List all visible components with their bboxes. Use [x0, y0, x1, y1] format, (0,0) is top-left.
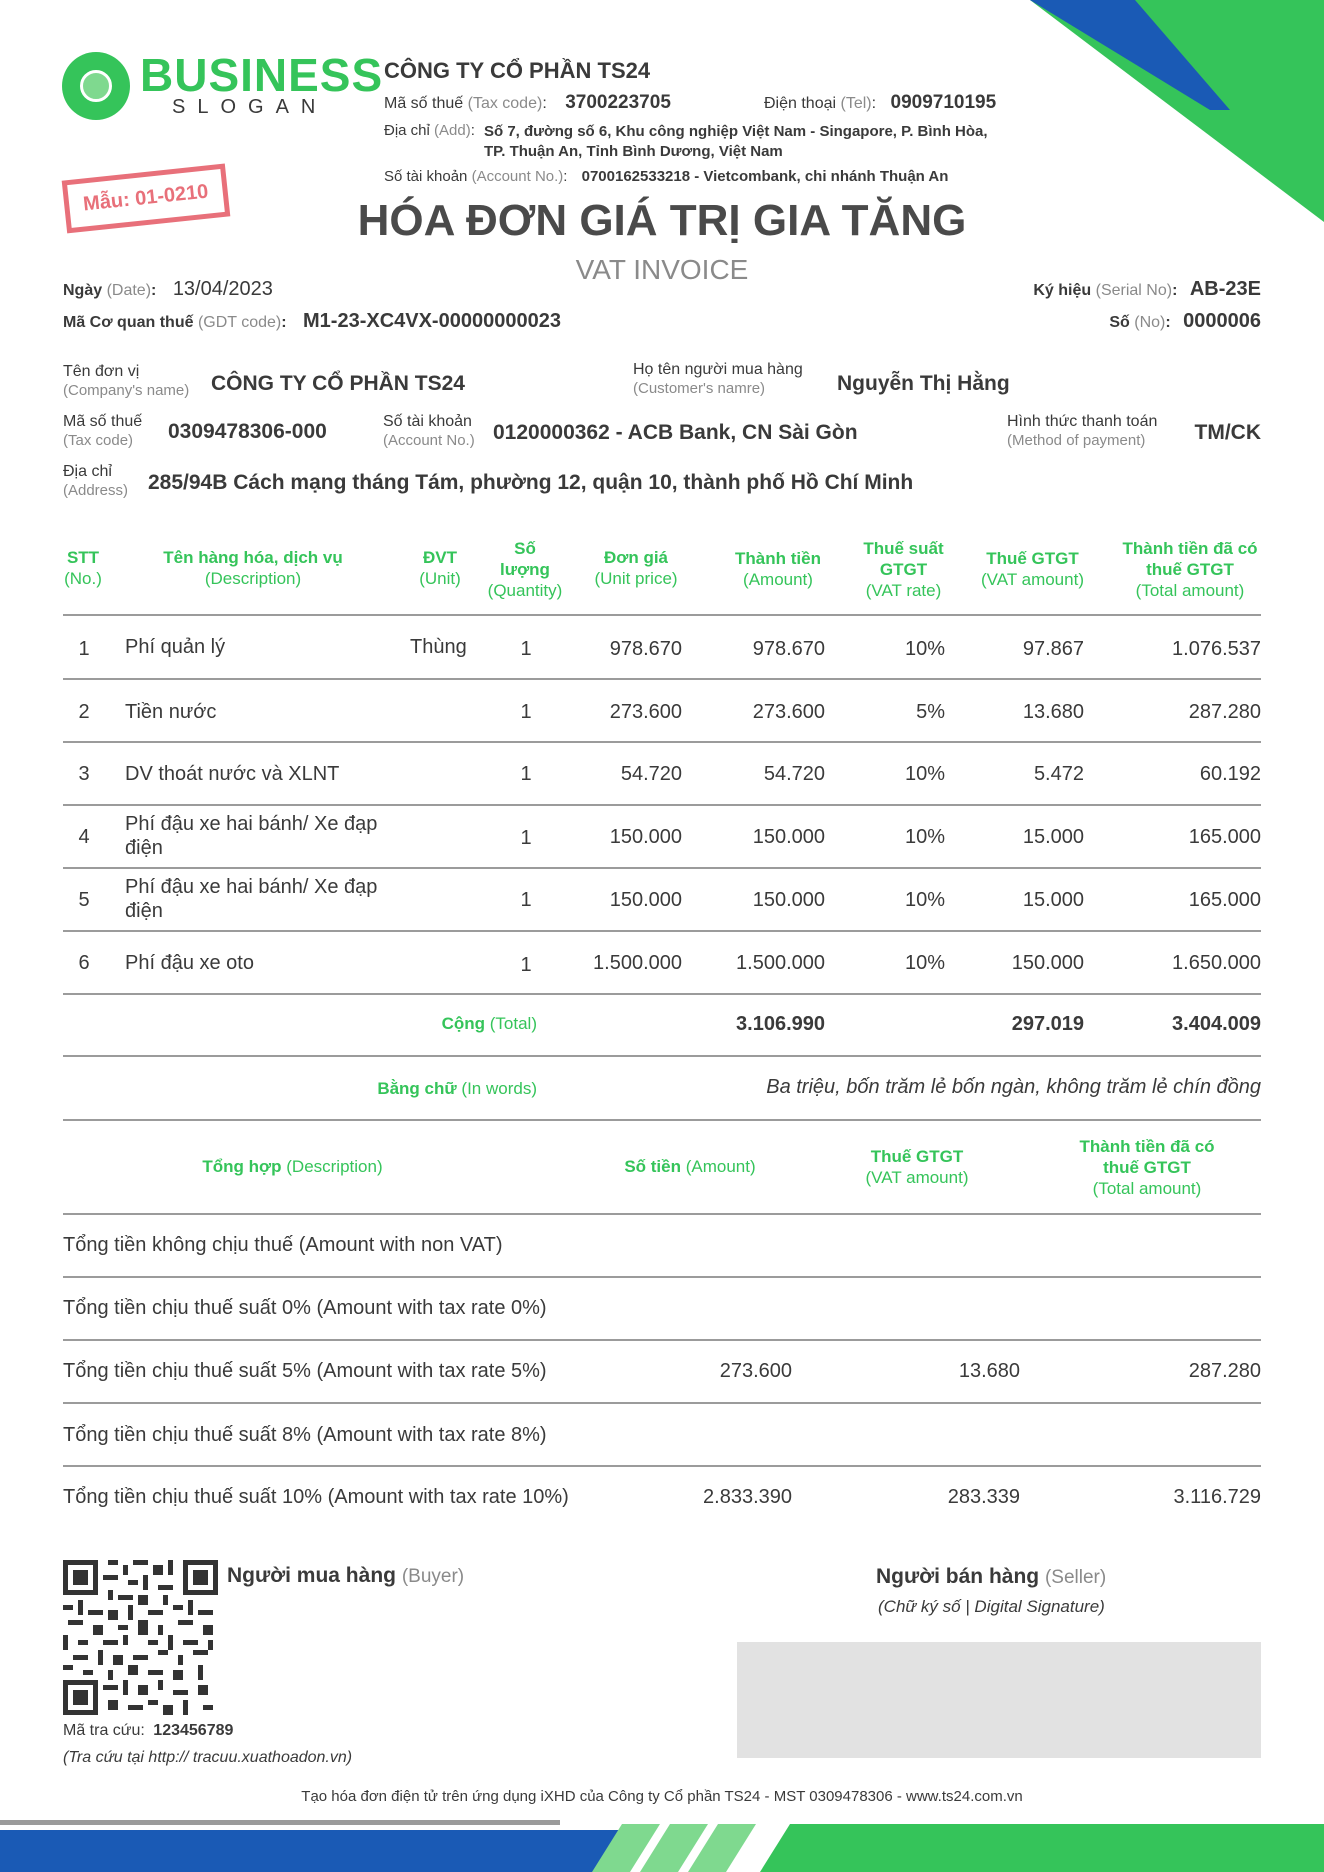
row-divider: [63, 741, 1261, 743]
buyer-company: CÔNG TY CỔ PHẦN TS24: [211, 372, 465, 395]
total-label: Cộng (Total): [441, 1014, 537, 1033]
serial-row: Ký hiệu (Serial No): AB-23E: [1033, 278, 1261, 300]
col-header-no: STT (No.): [64, 548, 102, 588]
gdt-row: Mã Cơ quan thuế (GDT code): M1-23-XC4VX-00000000023: [63, 310, 561, 332]
table-header-divider: [63, 614, 1261, 616]
summary-vat: 13.680: [958, 1360, 1020, 1382]
item-rate: 10%: [904, 826, 945, 848]
seller-tax-label: Mã số thuế: [384, 95, 464, 112]
buyer-acct-label: Số tài khoản (Account No.): [383, 413, 475, 449]
date-label: Ngày: [63, 282, 103, 299]
seller-tax-row: Mã số thuế (Tax code): 3700223705: [384, 92, 671, 113]
form-stamp: Mẫu: 01-0210: [62, 164, 230, 234]
summary-label: Tổng tiền không chịu thuế (Amount with non VAT): [63, 1234, 503, 1256]
buyer-pay-label: Hình thức thanh toán (Method of payment): [1007, 413, 1158, 449]
summary-header-total: Thành tiền đã có thuế GTGT (Total amount): [1079, 1137, 1215, 1198]
row-divider: [63, 1339, 1261, 1341]
item-no: 1: [78, 638, 90, 660]
summary-header-vat: Thuế GTGT (VAT amount): [865, 1147, 969, 1187]
gdt-label: Mã Cơ quan thuế: [63, 314, 194, 331]
item-price: 150.000: [609, 826, 682, 848]
col-header-vat: Thuế GTGT (VAT amount): [981, 549, 1084, 589]
item-no: 6: [78, 952, 90, 974]
logo-mark: [62, 52, 130, 120]
buyer-company-label: Tên đơn vị (Company's name): [63, 363, 190, 399]
totals-divider: [63, 1055, 1261, 1057]
summary-amount: 2.833.390: [703, 1486, 792, 1508]
item-vat: 5.472: [1033, 763, 1084, 785]
number-label-en: (No): [1134, 314, 1166, 331]
item-qty: 1: [520, 638, 532, 660]
item-rate: 10%: [904, 638, 945, 660]
seller-address-line1: Số 7, đường số 6, Khu công nghiệp Việt Nam - Singapore, P. Bình Hòa,: [484, 123, 988, 140]
total-grand: 3.404.009: [1172, 1013, 1261, 1035]
invoice-subtitle: VAT INVOICE: [575, 254, 749, 285]
item-rate: 10%: [904, 763, 945, 785]
serial-label: Ký hiệu: [1033, 282, 1092, 299]
row-divider: [63, 1465, 1261, 1467]
item-amount: 1.500.000: [736, 952, 825, 974]
seller-acct-label-en: (Account No.): [471, 168, 564, 185]
seller-name: CÔNG TY CỔ PHẦN TS24: [384, 58, 651, 83]
col-header-total: Thành tiền đã có thuế GTGT (Total amount): [1122, 539, 1258, 600]
summary-total: 287.280: [1188, 1360, 1261, 1382]
item-qty: 1: [520, 954, 532, 976]
item-desc: Tiền nước: [125, 701, 217, 723]
buyer-tax-code: 0309478306-000: [168, 420, 327, 443]
buyer-signature-title: Người mua hàng (Buyer): [227, 1564, 465, 1587]
item-total: 165.000: [1188, 826, 1261, 848]
item-price: 1.500.000: [593, 952, 682, 974]
item-qty: 1: [520, 763, 532, 785]
total-amount: 3.106.990: [736, 1013, 825, 1035]
item-unit: Thùng: [410, 636, 467, 658]
summary-header-desc: Tổng hợp (Description): [202, 1157, 383, 1176]
summary-vat: 283.339: [947, 1486, 1020, 1508]
seller-account-row: Số tài khoản (Account No.): 0700162533218 - Vietcombank, chi nhánh Thuận An: [384, 168, 949, 185]
col-header-desc: Tên hàng hóa, dịch vụ (Description): [163, 548, 343, 588]
item-price: 150.000: [609, 889, 682, 911]
item-amount: 54.720: [763, 763, 825, 785]
summary-label: Tổng tiền chịu thuế suất 10% (Amount with tax rate 10%): [63, 1486, 569, 1508]
buyer-addr-label: Địa chỉ (Address): [63, 463, 129, 499]
buyer-tax-label: Mã số thuế (Tax code): [63, 413, 143, 449]
total-vat: 297.019: [1011, 1013, 1084, 1035]
invoice-title: HÓA ĐƠN GIÁ TRỊ GIA TĂNG: [357, 196, 967, 245]
item-price: 978.670: [609, 638, 682, 660]
seller-tel: 0909710195: [890, 92, 997, 113]
row-divider: [63, 678, 1261, 680]
seller-tel-label: Điện thoại: [764, 95, 837, 112]
row-divider: [63, 993, 1261, 995]
item-no: 4: [78, 826, 90, 848]
item-rate: 10%: [904, 952, 945, 974]
seller-tel-label-en: (Tel): [840, 95, 872, 112]
item-amount: 978.670: [752, 638, 825, 660]
invoice-number: 0000006: [1183, 310, 1261, 332]
lookup-code: 123456789: [153, 1722, 234, 1739]
col-header-unit: ĐVT (Unit): [419, 548, 461, 588]
item-no: 2: [78, 701, 90, 723]
summary-label: Tổng tiền chịu thuế suất 5% (Amount with tax rate 5%): [63, 1360, 547, 1382]
words-divider: [63, 1119, 1261, 1121]
logo-brand: BUSINESS: [140, 49, 384, 101]
seller-tel-row: Điện thoại (Tel): 0909710195: [764, 92, 997, 113]
seller-address: [484, 122, 988, 162]
item-qty: 1: [520, 827, 532, 849]
row-divider: [63, 867, 1261, 869]
item-total: 1.076.537: [1172, 638, 1261, 660]
item-desc: Phí đậu xe oto: [125, 952, 254, 974]
seller-account: 0700162533218 - Vietcombank, chi nhánh Thuận An: [581, 168, 949, 185]
item-total: 60.192: [1199, 763, 1261, 785]
footer-decoration: [0, 1820, 1324, 1872]
lookup-note: (Tra cứu tại http:// tracuu.xuathoadon.vn): [63, 1749, 353, 1766]
footer-text: Tạo hóa đơn điện tử trên ứng dụng iXHD của Công ty Cổ phần TS24 - MST 0309478306 - www.ts24.com.vn: [301, 1788, 1023, 1805]
digital-signature-note: (Chữ ký số | Digital Signature): [878, 1597, 1105, 1616]
signature-box: [737, 1642, 1261, 1758]
item-total: 165.000: [1188, 889, 1261, 911]
row-divider: [63, 1276, 1261, 1278]
item-desc: Phí đậu xe hai bánh/ Xe đạp điện: [125, 876, 378, 922]
item-amount: 150.000: [752, 889, 825, 911]
item-amount: 273.600: [752, 701, 825, 723]
seller-signature-title: Người bán hàng (Seller): [876, 1565, 1107, 1588]
invoice-date: 13/04/2023: [172, 278, 273, 300]
item-qty: 1: [520, 889, 532, 911]
row-divider: [63, 1402, 1261, 1404]
item-vat: 13.680: [1022, 701, 1084, 723]
number-label: Số: [1109, 314, 1130, 331]
item-total: 287.280: [1188, 701, 1261, 723]
summary-total: 3.116.729: [1173, 1486, 1261, 1508]
item-qty: 1: [520, 701, 532, 723]
gdt-label-en: (GDT code): [197, 314, 282, 331]
summary-header-divider: [63, 1213, 1261, 1215]
item-rate: 5%: [916, 701, 945, 723]
col-header-price: Đơn giá (Unit price): [594, 548, 678, 588]
item-total: 1.650.000: [1172, 952, 1261, 974]
qr-code-icon: [63, 1560, 218, 1715]
buyer-address: 285/94B Cách mạng tháng Tám, phường 12, quận 10, thành phố Hồ Chí Minh: [148, 471, 914, 494]
seller-address-line2: TP. Thuận An, Tỉnh Bình Dương, Việt Nam: [484, 143, 783, 160]
total-in-words: Ba triệu, bốn trăm lẻ bốn ngàn, không trăm lẻ chín đồng: [766, 1076, 1261, 1098]
number-row: Số (No): 0000006: [1109, 310, 1261, 332]
col-header-amount: Thành tiền (Amount): [735, 549, 821, 589]
item-vat: 150.000: [1011, 952, 1084, 974]
item-desc: Phí đậu xe hai bánh/ Xe đạp điện: [125, 813, 378, 859]
seller-addr-label-en: (Add): [434, 122, 471, 139]
buyer-account: 0120000362 - ACB Bank, CN Sài Gòn: [493, 421, 858, 444]
words-label: Bằng chữ (In words): [377, 1079, 537, 1098]
seller-acct-label: Số tài khoản: [384, 168, 468, 185]
buyer-customer: Nguyễn Thị Hằng: [837, 372, 1010, 395]
item-vat: 97.867: [1022, 638, 1084, 660]
summary-header-amount: Số tiền (Amount): [624, 1157, 756, 1176]
seller-tax-label-en: (Tax code): [467, 95, 543, 112]
logo-slogan: SLOGAN: [172, 96, 328, 118]
summary-amount: 273.600: [719, 1360, 792, 1382]
item-vat: 15.000: [1022, 889, 1084, 911]
item-desc: Phí quản lý: [125, 636, 226, 658]
gdt-code: M1-23-XC4VX-00000000023: [303, 310, 561, 332]
item-vat: 15.000: [1022, 826, 1084, 848]
row-divider: [63, 804, 1261, 806]
date-label-en: (Date): [106, 282, 152, 299]
lookup-label: Mã tra cứu:: [63, 1722, 145, 1739]
item-amount: 150.000: [752, 826, 825, 848]
item-desc: DV thoát nước và XLNT: [125, 763, 340, 785]
seller-addr-label: Địa chỉ: [384, 122, 430, 139]
buyer-customer-label: Họ tên người mua hàng (Customer's namre): [633, 361, 803, 397]
row-divider: [63, 930, 1261, 932]
summary-label: Tổng tiền chịu thuế suất 0% (Amount with tax rate 0%): [63, 1297, 547, 1319]
lookup-row: [63, 1722, 233, 1740]
seller-address-label-row: Địa chỉ (Add):: [384, 122, 475, 139]
item-price: 273.600: [609, 701, 682, 723]
item-price: 54.720: [620, 763, 682, 785]
item-no: 5: [78, 889, 90, 911]
payment-method: TM/CK: [1194, 421, 1261, 444]
item-rate: 10%: [904, 889, 945, 911]
serial-no: AB-23E: [1189, 278, 1261, 300]
col-header-rate: Thuế suất GTGT (VAT rate): [863, 539, 944, 600]
serial-label-en: (Serial No): [1095, 282, 1173, 299]
seller-tax-code: 3700223705: [565, 92, 671, 113]
summary-label: Tổng tiền chịu thuế suất 8% (Amount with tax rate 8%): [63, 1424, 547, 1446]
date-row: Ngày (Date): 13/04/2023: [63, 278, 273, 300]
col-header-qty: Số lượng (Quantity): [487, 539, 563, 600]
item-no: 3: [78, 763, 90, 785]
